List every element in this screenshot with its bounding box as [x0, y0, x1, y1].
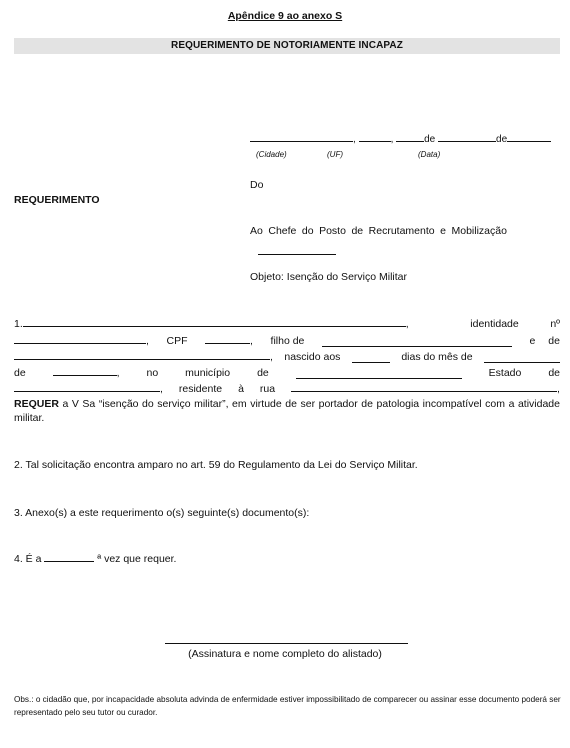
item1-request [14, 397, 560, 425]
appendix-title: Apêndice 9 ao anexo S [227, 10, 343, 22]
born-label: nascido aos [284, 351, 341, 363]
municipality-label: município [185, 367, 231, 379]
de-label: de [548, 367, 560, 379]
de-label: de [496, 134, 508, 145]
comma: , [405, 318, 409, 330]
father-blank[interactable] [322, 345, 512, 347]
state-label: Estado [488, 367, 522, 379]
resident-label: residente [178, 383, 223, 395]
state-blank[interactable] [14, 390, 160, 392]
form-title-bar [14, 38, 560, 54]
item3-text: 3. Anexo(s) a este requerimento o(s) seguinte(s) documento(s): [14, 507, 310, 519]
de-label: de [257, 367, 269, 379]
addressee-text: Ao Chefe do Posto de Recrutamento e Mobilização [250, 225, 507, 237]
item1-row-2 [14, 335, 560, 347]
identity-label: identidade [470, 318, 519, 330]
identity-blank[interactable] [14, 342, 146, 344]
requer-text: a V Sa “isenção do serviço militar”, em virtude de ser portador de patologia incompatível com a atividade militar. [14, 398, 560, 424]
comma: , [270, 351, 273, 363]
and-of-label: e de [529, 335, 560, 347]
birth-year-blank[interactable] [53, 374, 117, 376]
item2-text: 2. Tal solicitação encontra amparo no art. 59 do Regulamento da Lei do Serviço Militar. [14, 459, 418, 471]
birth-day-blank[interactable] [352, 361, 390, 363]
days-of-month-label: dias do mês de [401, 351, 473, 363]
request-count-blank[interactable] [44, 560, 94, 562]
item1-row-3 [14, 351, 560, 363]
comma: , [250, 335, 253, 347]
day-blank[interactable] [396, 140, 424, 142]
request-heading: REQUERIMENTO [14, 194, 100, 206]
item4-prefix: 4. É a [14, 553, 42, 565]
mother-blank[interactable] [14, 358, 270, 360]
addressee-line [250, 225, 561, 237]
date-caption: (Data) [418, 150, 441, 159]
subject-line: Objeto: Isenção do Serviço Militar [250, 271, 407, 283]
form-title: REQUERIMENTO DE NOTORIAMENTE INCAPAZ [171, 40, 403, 51]
at-label: à [238, 383, 244, 395]
item4-line [14, 553, 560, 565]
month-blank[interactable] [438, 140, 496, 142]
item1-row-4 [14, 367, 560, 379]
birth-month-blank[interactable] [484, 361, 560, 363]
number-label: nº [550, 318, 560, 330]
item4-suffix: ª vez que requer. [97, 553, 177, 565]
comma: , [353, 134, 356, 145]
city-blank[interactable] [250, 140, 353, 142]
signature-line[interactable] [165, 643, 408, 644]
street-label: rua [259, 383, 276, 395]
observation-note: Obs.: o cidadão que, por incapacidade absoluta advinda de enfermidade estiver impossibilitado de comparecer ou assinar esse documento poderá ser representado pelo seu tutor ou curador. [14, 695, 561, 717]
item1-row-5 [14, 383, 560, 395]
cpf-label: CPF [166, 335, 188, 347]
city-caption: (Cidade) [256, 150, 287, 159]
item-number: 1. [14, 318, 23, 330]
year-blank[interactable] [507, 140, 551, 142]
place-date-line [250, 134, 562, 145]
name-blank[interactable] [23, 325, 406, 327]
requer-word: REQUER [14, 398, 59, 410]
from-label: Do [250, 179, 264, 191]
uf-blank[interactable] [359, 140, 391, 142]
signature-label: (Assinatura e nome completo do alistado) [188, 648, 382, 660]
comma: , [160, 383, 163, 395]
municipality-blank[interactable] [296, 377, 462, 379]
comma: , [116, 367, 120, 379]
comma: , [390, 134, 394, 145]
comma: , [557, 383, 560, 395]
item1-row-1 [14, 318, 560, 330]
cpf-blank[interactable] [205, 342, 250, 344]
uf-caption: (UF) [327, 150, 343, 159]
son-of-label: filho de [270, 335, 305, 347]
post-number-blank[interactable] [258, 254, 336, 255]
de-label: de [424, 134, 436, 145]
no-label: no [146, 367, 159, 379]
comma: , [146, 335, 149, 347]
street-blank[interactable] [291, 390, 557, 392]
de-label: de [14, 367, 26, 379]
